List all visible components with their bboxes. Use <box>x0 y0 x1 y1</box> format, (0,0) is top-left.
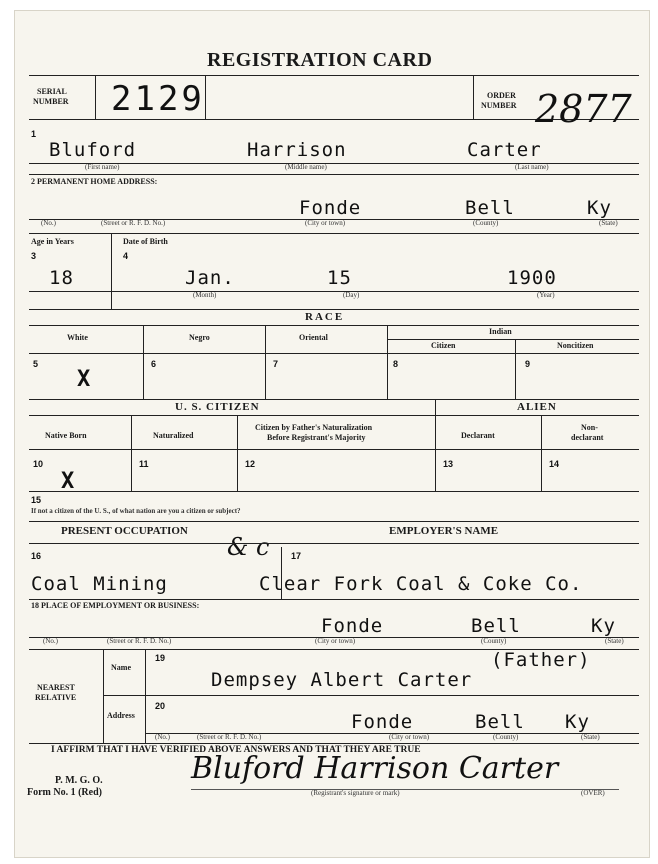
card-title: REGISTRATION CARD <box>207 49 433 71</box>
over-label: (OVER) <box>581 789 605 797</box>
birth-month-caption: (Month) <box>193 291 217 299</box>
us-citizen-title: U. S. CITIZEN <box>175 401 260 413</box>
native-born-mark: X <box>61 469 76 494</box>
relative-label-1: NEAREST <box>37 683 75 692</box>
home-caption-state: (State) <box>599 219 618 227</box>
place-caption-state: (State) <box>605 637 624 645</box>
relative-caption-street: (Street or R. F. D. No.) <box>197 733 262 741</box>
birth-year-caption: (Year) <box>537 291 555 299</box>
age-label: Age in Years <box>31 237 74 246</box>
race-no-6: 6 <box>151 359 157 369</box>
place-caption-no: (No.) <box>43 637 58 645</box>
home-state: Ky <box>587 197 612 219</box>
cit-no-14: 14 <box>549 459 560 469</box>
age-value: 18 <box>49 267 74 289</box>
cit-no-11: 11 <box>139 459 149 469</box>
birth-row-no: 4 <box>123 251 129 261</box>
race-no-5: 5 <box>33 359 39 369</box>
race-no-7: 7 <box>273 359 279 369</box>
place-label: 18 PLACE OF EMPLOYMENT OR BUSINESS: <box>31 601 200 610</box>
fathers-naturalization-2: Before Registrant's Majority <box>267 433 366 442</box>
relative-caption-city: (City or town) <box>389 733 430 741</box>
race-noncitizen: Noncitizen <box>557 341 594 350</box>
birth-year: 1900 <box>507 267 557 289</box>
middle-name: Harrison <box>247 139 347 161</box>
registration-card <box>14 10 650 858</box>
home-caption-city: (City or town) <box>305 219 346 227</box>
registrant-signature: Bluford Harrison Carter <box>191 751 559 786</box>
place-caption-street: (Street or R. F. D. No.) <box>107 637 172 645</box>
birth-day: 15 <box>327 267 352 289</box>
q15-no: 15 <box>31 495 42 505</box>
race-white-mark: X <box>77 367 92 392</box>
declarant: Declarant <box>461 431 495 440</box>
nondeclarant-2: declarant <box>571 433 604 442</box>
cit-no-10: 10 <box>33 459 44 469</box>
relative-caption-state: (State) <box>581 733 600 741</box>
affirmation: I AFFIRM THAT I HAVE VERIFIED ABOVE ANSWERS AND THAT THEY ARE TRUE <box>51 745 421 755</box>
home-city: Fonde <box>299 197 362 219</box>
cit-no-13: 13 <box>443 459 454 469</box>
middle-name-caption: (Middle name) <box>285 163 327 171</box>
employer-title: EMPLOYER'S NAME <box>389 525 499 537</box>
serial-label-2: NUMBER <box>33 97 69 106</box>
birth-day-caption: (Day) <box>343 291 360 299</box>
cit-no-12: 12 <box>245 459 256 469</box>
relative-city: Fonde <box>351 711 414 733</box>
last-name-caption: (Last name) <box>515 163 549 171</box>
birth-label: Date of Birth <box>123 237 168 246</box>
relative-caption-no: (No.) <box>155 733 170 741</box>
native-born: Native Born <box>45 431 87 440</box>
occupation-scrawl: & c <box>227 533 270 561</box>
race-title: RACE <box>305 311 345 323</box>
serial-number: 2129 <box>111 79 205 119</box>
home-county: Bell <box>465 197 515 219</box>
place-county: Bell <box>471 615 521 637</box>
place-caption-county: (County) <box>481 637 507 645</box>
order-label-1: ORDER <box>487 91 516 100</box>
place-city: Fonde <box>321 615 384 637</box>
home-caption-no: (No.) <box>41 219 56 227</box>
occupation-value: Coal Mining <box>31 573 168 595</box>
race-white: White <box>67 333 88 342</box>
age-row-no: 3 <box>31 251 37 261</box>
name-row-no: 1 <box>31 129 37 139</box>
race-indian: Indian <box>489 327 512 336</box>
relative-name: Dempsey Albert Carter <box>211 669 473 691</box>
race-no-9: 9 <box>525 359 531 369</box>
relative-relation: (Father) <box>491 649 591 671</box>
serial-label-1: SERIAL <box>37 87 67 96</box>
first-name: Bluford <box>49 139 137 161</box>
relative-address-no: 20 <box>155 701 166 711</box>
first-name-caption: (First name) <box>85 163 120 171</box>
relative-name-label: Name <box>111 663 131 672</box>
birth-month: Jan. <box>185 267 235 289</box>
race-oriental: Oriental <box>299 333 328 342</box>
employer-row-no: 17 <box>291 551 302 561</box>
place-state: Ky <box>591 615 616 637</box>
home-caption-county: (County) <box>473 219 499 227</box>
alien-title: ALIEN <box>517 401 557 413</box>
order-number: 2877 <box>535 87 632 131</box>
occupation-title: PRESENT OCCUPATION <box>61 525 188 537</box>
pmgo: P. M. G. O. <box>55 775 103 786</box>
occupation-row-no: 16 <box>31 551 42 561</box>
relative-address-label: Address <box>107 711 135 720</box>
employer-value: Clear Fork Coal & Coke Co. <box>259 573 583 595</box>
nondeclarant-1: Non- <box>581 423 598 432</box>
relative-state: Ky <box>565 711 590 733</box>
home-address-label: 2 PERMANENT HOME ADDRESS: <box>31 177 158 186</box>
relative-county: Bell <box>475 711 525 733</box>
relative-caption-county: (County) <box>493 733 519 741</box>
last-name: Carter <box>467 139 542 161</box>
q15-text: If not a citizen of the U. S., of what nation are you a citizen or subject? <box>31 507 241 515</box>
home-caption-street: (Street or R. F. D. No.) <box>101 219 166 227</box>
race-negro: Negro <box>189 333 210 342</box>
race-no-8: 8 <box>393 359 399 369</box>
relative-label-2: RELATIVE <box>35 693 77 702</box>
form-no: Form No. 1 (Red) <box>27 787 102 798</box>
naturalized: Naturalized <box>153 431 194 440</box>
fathers-naturalization-1: Citizen by Father's Naturalization <box>255 423 373 432</box>
signature-caption: (Registrant's signature or mark) <box>311 789 400 797</box>
order-label-2: NUMBER <box>481 101 517 110</box>
relative-name-no: 19 <box>155 653 166 663</box>
race-citizen: Citizen <box>431 341 456 350</box>
place-caption-city: (City or town) <box>315 637 356 645</box>
